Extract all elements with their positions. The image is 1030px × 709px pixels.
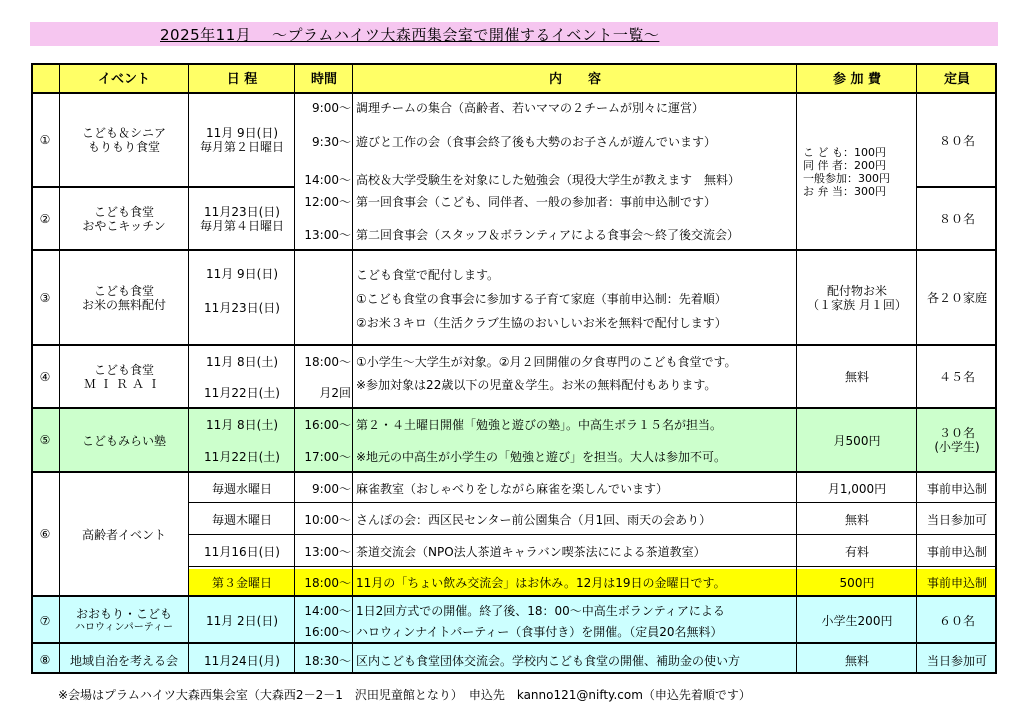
row7-date: 11月 2日(日) xyxy=(205,614,279,628)
row8-fee: 無料 xyxy=(844,653,869,668)
row6-sub1-content: 麻雀教室（おしゃべりをしながら麻雀を楽しんでいます） xyxy=(356,481,669,496)
row6-sub3-capacity: 事前申込制 xyxy=(926,544,987,559)
border-left xyxy=(31,63,33,674)
row4-time2: 月2回 xyxy=(319,385,351,400)
row1-date-line2: 毎月第２日曜日 xyxy=(199,140,284,154)
border-row2-bottom xyxy=(31,249,997,251)
row7-no: ⑦ xyxy=(39,613,51,628)
row2-content1: 第一回食事会（こども、同伴者、一般の参加者：事前申込制です） xyxy=(356,194,717,209)
fee-general: 一般参加：300円 xyxy=(803,171,890,185)
row3-no: ③ xyxy=(39,290,51,305)
border-row6-sub3 xyxy=(189,566,997,567)
row7-content2: ハロウィンナイトパーティー（食事付き）を開催。（定員20名無料） xyxy=(356,624,723,639)
row2-event-line1: こども食堂 xyxy=(93,204,154,219)
row3-event-line1: こども食堂 xyxy=(93,283,154,298)
row4-event-line1: こども食堂 xyxy=(93,362,154,377)
border-col-capacity xyxy=(916,63,917,674)
row3-fee-line1: 配付物お米 xyxy=(826,283,887,298)
border-col-content xyxy=(352,63,353,674)
row5-event: こどもみらい塾 xyxy=(81,433,166,448)
row5-time2: 17:00～ xyxy=(304,449,351,464)
row7-event-line1: おおもり・こども xyxy=(75,606,172,621)
row1-date xyxy=(189,94,295,186)
row2-content2: 第二回食事会（スタッフ＆ボランティアによる食事会～終了後交流会） xyxy=(356,227,740,242)
border-header-bottom xyxy=(31,92,997,94)
row3-content3: ②お米３キロ（生活クラブ生協のおいしいお米を無料で配付します） xyxy=(356,315,727,330)
border-col-date xyxy=(188,63,189,674)
row7-event-line2: ハロウィンパーティー xyxy=(75,621,173,633)
row6-sub3-time: 13:00～ xyxy=(304,544,351,559)
border-right xyxy=(995,63,997,674)
fee-companion: 同 伴 者：200円 xyxy=(803,158,886,172)
row7-fee: 小学生200円 xyxy=(821,614,893,628)
shared-fee xyxy=(797,94,917,249)
row2-date xyxy=(189,188,295,249)
row1-event xyxy=(59,94,189,186)
row2-capacity: ８０名 xyxy=(938,212,975,226)
row6-no: ⑥ xyxy=(39,527,51,541)
fee-bento: お 弁 当：300円 xyxy=(803,184,886,198)
border-row3-bottom xyxy=(31,344,997,346)
event-table xyxy=(31,63,997,674)
header-content: 内 容 xyxy=(548,72,601,87)
row6-sub3-fee: 有料 xyxy=(844,544,869,559)
row8-capacity: 当日参加可 xyxy=(926,653,987,668)
row4-no: ④ xyxy=(39,369,51,384)
row1-no: ① xyxy=(39,133,51,147)
row5-date2: 11月22日(土) xyxy=(204,449,280,464)
row7-content1: 1日2回方式での開催。終了後、18：00～中高生ボランティアによる xyxy=(356,603,725,618)
row5-capacity-line2: (小学生) xyxy=(934,440,980,454)
row1-event-line1: こども＆シニア xyxy=(81,126,166,140)
row3-fee-line2: （１家族 月１回） xyxy=(807,297,907,312)
row4-time1: 18:00～ xyxy=(304,354,351,369)
border-col-fee xyxy=(796,63,797,674)
border-row1-bottom-right xyxy=(917,186,997,188)
row2-event-line2: おやこキッチン xyxy=(82,218,166,233)
row8-no: ⑧ xyxy=(39,653,51,667)
border-row1-bottom-left xyxy=(31,186,295,188)
row5-content1: 第２・４土曜日開催「勉強と遊びの塾」。中高生ボラ１５名が担当。 xyxy=(356,417,723,432)
row6-sub4-fee: 500円 xyxy=(839,575,875,590)
row1-time3: 14:00～ xyxy=(304,172,351,187)
row1-event-line2: もりもり食堂 xyxy=(87,140,160,154)
border-bottom xyxy=(31,672,997,674)
row3-content2: ①こども食堂の食事会に参加する子育て家庭（事前申込制：先着順） xyxy=(356,291,727,306)
row4-event xyxy=(59,346,189,407)
footer-note: ※会場はプラムハイツ大森西集会室（大森西2－2－1 沢田児童館となり） 申込先 kanno121@nifty.com（申込先着順です） xyxy=(58,688,751,702)
row8-content: 区内こども食堂団体交流会。学校内こども食堂の開催、補助金の使い方 xyxy=(356,653,741,668)
row6-sub3-content: 茶道交流会（NPO法人茶道キャラバン喫茶法にによる茶道教室） xyxy=(356,544,706,559)
row1-date-line1: 11月 9日(日) xyxy=(205,126,279,140)
row3-date1: 11月 9日(日) xyxy=(205,266,279,281)
row1-time1: 9:00～ xyxy=(312,100,351,115)
row3-fee xyxy=(797,251,917,344)
row1-time2: 9:30～ xyxy=(312,134,351,149)
row2-no: ② xyxy=(39,211,51,226)
row8-time: 18:30～ xyxy=(304,653,351,668)
row6-sub1-date: 毎週水曜日 xyxy=(211,481,272,496)
row3-content1: こども食堂で配付します。 xyxy=(356,267,500,282)
row7-time2: 16:00～ xyxy=(304,624,351,639)
row4-date2: 11月22日(土) xyxy=(204,385,280,400)
row2-time2: 13:00～ xyxy=(304,227,351,242)
border-top xyxy=(31,63,997,65)
header-event: イベント xyxy=(97,72,150,87)
row6-sub2-capacity: 当日参加可 xyxy=(926,512,987,527)
row5-date1: 11月 8日(土) xyxy=(205,417,279,432)
row1-content1: 調理チームの集合（高齢者、若いママの２チームが別々に運営） xyxy=(356,100,705,115)
row2-date-line2: 毎月第４日曜日 xyxy=(199,218,284,233)
row8-event: 地域自治を考える会 xyxy=(69,653,178,668)
row6-sub2-time: 10:00～ xyxy=(304,512,351,527)
row5-fee: 月500円 xyxy=(833,433,881,448)
row2-event xyxy=(59,188,189,249)
border-row5-bottom xyxy=(31,471,997,473)
row6-sub4-capacity: 事前申込制 xyxy=(926,575,987,590)
row6-sub1-time: 9:00～ xyxy=(312,481,351,496)
row6-sub3-date: 11月16日(日) xyxy=(204,544,280,559)
row7-event xyxy=(59,599,189,642)
row5-no: ⑤ xyxy=(39,433,51,447)
row5-time1: 16:00～ xyxy=(304,417,351,432)
row6-sub2-fee: 無料 xyxy=(844,512,869,527)
row6-sub2-date: 毎週木曜日 xyxy=(211,512,272,527)
row4-content1: ①小学生～大学生が対象。②月２回開催の夕食専門のこども食堂です。 xyxy=(356,354,737,369)
row4-fee: 無料 xyxy=(844,370,869,384)
row6-event: 高齢者イベント xyxy=(81,527,166,542)
row1-capacity: ８０名 xyxy=(938,133,975,148)
row8-date: 11月24日(月) xyxy=(204,653,280,668)
border-row4-bottom xyxy=(31,407,997,409)
row3-date2: 11月23日(日) xyxy=(204,300,280,315)
row4-event-line2: ＭＩＲＡＩ xyxy=(83,376,164,391)
fee-child: こ ど も：100円 xyxy=(803,145,886,159)
border-row6-sub1 xyxy=(189,502,997,503)
border-col-event xyxy=(59,63,60,674)
row7-time1: 14:00～ xyxy=(304,603,351,618)
row4-capacity: ４５名 xyxy=(938,370,975,384)
header-time: 時間 xyxy=(310,72,337,87)
border-row6-sub2 xyxy=(189,534,997,535)
row6-sub4-date: 第３金曜日 xyxy=(211,575,272,590)
row1-content2: 遊びと工作の会（食事会終了後も大勢のお子さんが遊んでいます） xyxy=(356,134,717,149)
row3-event xyxy=(59,251,189,344)
row1-content3: 高校＆大学受験生を対象にした勉強会（現役大学生が教えます 無料） xyxy=(356,172,741,187)
row3-capacity: 各２０家庭 xyxy=(926,291,987,305)
row3-event-line2: お米の無料配付 xyxy=(81,297,166,312)
row6-sub1-fee: 月1,000円 xyxy=(827,481,887,496)
row5-content2: ※地元の中高生が小学生の「勉強と遊び」を担当。大人は参加不可。 xyxy=(356,449,727,464)
row6-sub1-capacity: 事前申込制 xyxy=(926,481,987,496)
page-title: 2025年11月 ～プラムハイツ大森西集会室で開催するイベント一覧～ xyxy=(160,26,660,44)
header-capacity: 定員 xyxy=(943,72,970,87)
header-date: 日 程 xyxy=(226,72,258,87)
row2-time1: 12:00～ xyxy=(304,194,351,209)
row7-capacity: ６０名 xyxy=(938,614,975,628)
border-col-time xyxy=(294,63,295,674)
row5-capacity-line1: ３０名 xyxy=(938,426,975,440)
row2-date-line1: 11月23日(日) xyxy=(204,204,280,219)
row5-capacity xyxy=(917,409,997,471)
border-row7-bottom xyxy=(31,642,997,644)
row6-sub2-content: さんぽの会：西区民センター前公園集合（月1回、雨天の会あり） xyxy=(356,512,712,527)
row6-sub4-content: 11月の「ちょい飲み交流会」はお休み。12月は19日の金曜日です。 xyxy=(356,575,726,590)
header-fee: 参 加 費 xyxy=(832,72,882,87)
row4-content2: ※参加対象は22歳以下の児童＆学生。お米の無料配付もあります。 xyxy=(356,377,717,392)
row6-sub4-time: 18:00～ xyxy=(304,575,351,590)
row4-date1: 11月 8日(土) xyxy=(205,354,279,369)
border-row6-bottom xyxy=(31,595,997,597)
